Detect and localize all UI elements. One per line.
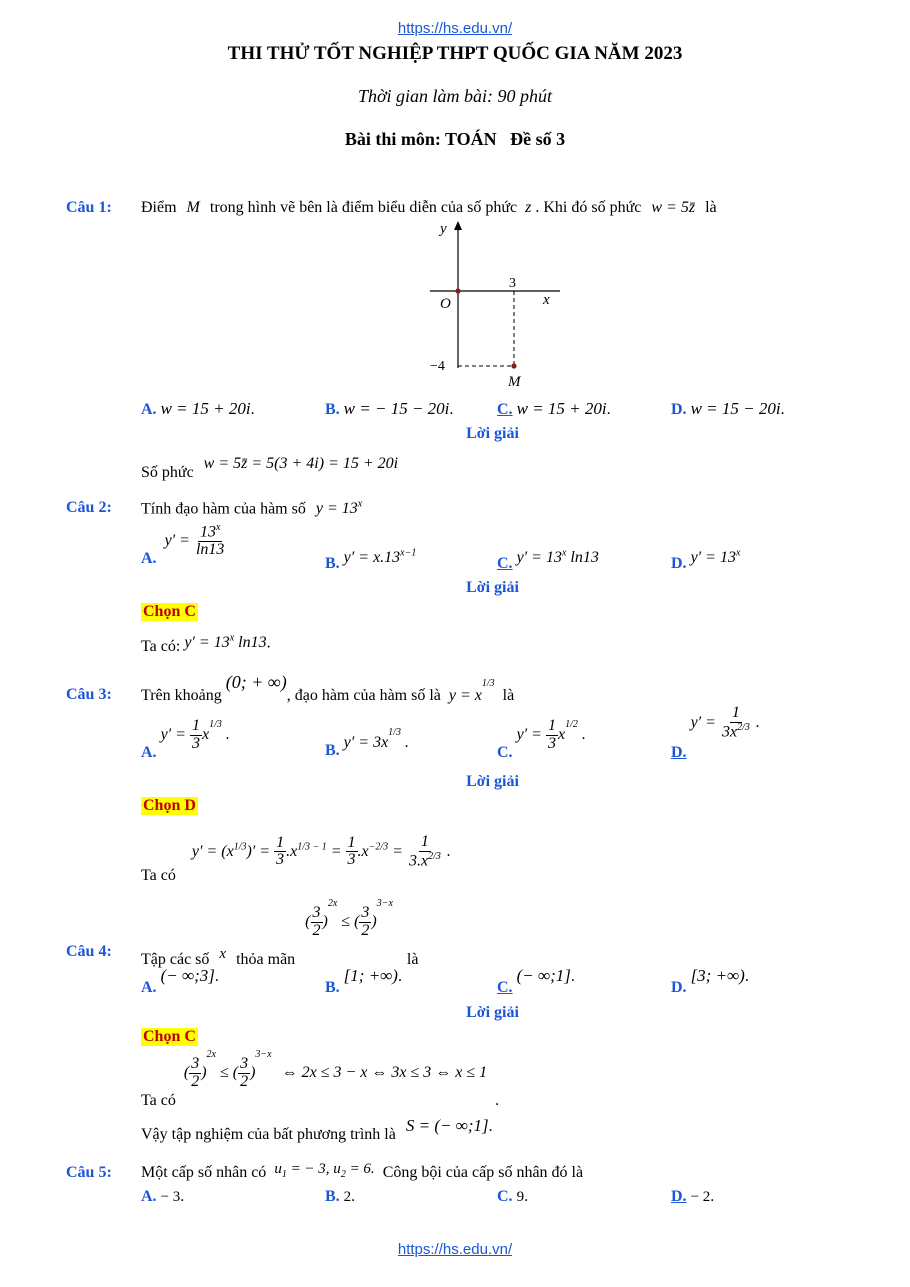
q3-math-interval: (0; + ∞) <box>225 672 287 692</box>
q1-number: Câu 1: <box>66 199 112 216</box>
q3-option-c-letter: C. <box>497 743 513 761</box>
q2-option-a-math: y′ = $\frac{13^x}{\ln 13}$ <box>164 522 225 559</box>
point-M-dot <box>511 363 516 368</box>
q2-text-1: Tính đạo hàm của hàm số <box>141 500 306 518</box>
q4-option-b-letter: B. <box>325 979 340 996</box>
q5-option-b-text: 2 <box>343 1189 352 1205</box>
q4-solution-2: Vậy tập nghiệm của bất phương trình là S = (− ∞;1]. <box>141 1116 493 1143</box>
q1-option-c[interactable]: C. w = 15 + 20i. <box>497 399 611 418</box>
q3-text-3: là <box>502 687 515 704</box>
q4-solution-ineq: ( $\frac{3}{2}$ )$^{2x}$ ≤ ( $\frac{3}{2}$ )$^{3-x}$ <box>183 1048 272 1090</box>
q3-option-c[interactable] <box>497 717 586 761</box>
q1-text-3: . Khi đó số phức <box>535 199 642 216</box>
q2-option-b-letter: B. <box>325 555 340 573</box>
q3-answer-badge: Chọn D <box>143 797 196 814</box>
q3-option-a[interactable] <box>141 717 230 761</box>
q4-solution-text: Ta có <box>141 1091 176 1109</box>
q3-option-b[interactable] <box>325 727 409 760</box>
q4-stem <box>141 897 419 968</box>
q1-option-a-letter: A. <box>141 401 157 418</box>
q3-text-1: Trên khoảng <box>141 687 222 704</box>
q1-option-d-letter: D. <box>671 401 687 418</box>
q3-option-a-math: y′ = $\frac{1}{3}$ $x^{1/3}$ . <box>160 717 230 752</box>
q3-solution-math: $y' = (x^{1/3})'$ = $\frac{1}{3}$ $.x^{1/3 - 1}$ = $\frac{1}{3}$ $.x^{-2/3}$ = $\frac{1}{3.x^{2/3}}$ . <box>191 833 451 870</box>
q2-option-a-letter: A. <box>141 549 157 567</box>
q2-solution-label: Lời giải <box>466 579 519 596</box>
origin-dot <box>455 288 460 293</box>
q1-math-M: M <box>186 199 200 216</box>
q4-solution-math: ⇔ 2x ≤ 3 − x ⇔ 3x ≤ 3 ⇔ x ≤ 1 <box>281 1063 488 1081</box>
q3-option-d[interactable] <box>671 704 760 761</box>
q1-text-1: Điểm <box>141 199 177 216</box>
q1-solution-label: Lời giải <box>466 425 519 442</box>
tick-label-3: 3 <box>509 276 516 291</box>
q5-text-1: Một cấp số nhân có <box>141 1164 267 1181</box>
q5-option-c[interactable]: C. 9. <box>497 1188 529 1205</box>
q4-solution: Ta có ( $\frac{3}{2}$ )$^{2x}$ ≤ ( $\frac{3}{2}$ )$^{3-x}$ ⇔ 2x ≤ 3 − x ⇔ 3x ≤ 3 ⇔ x ≤ 1 . <box>141 1048 500 1109</box>
q2-stem <box>141 499 362 518</box>
q4-option-b-text: [1; +∞) <box>343 966 398 985</box>
exam-title: THI THỬ TỐT NGHIỆP THPT QUỐC GIA NĂM 2023 <box>227 43 683 64</box>
q5-option-c-letter: C. <box>497 1188 513 1205</box>
tick-label-minus4: −4 <box>430 359 445 374</box>
q2-solution: Ta có: $y' = 13^x$ ln13. <box>141 633 271 656</box>
q2-answer-badge: Chọn C <box>143 603 196 620</box>
q5-option-c-text: 9 <box>516 1189 525 1205</box>
q4-option-d[interactable]: D. [3; +∞). <box>671 966 749 996</box>
top-link[interactable]: https://hs.edu.vn/ <box>397 20 513 37</box>
q1-option-d[interactable]: D. w = 15 − 20i. <box>671 399 785 418</box>
point-M-label: M <box>508 374 521 390</box>
q4-option-d-letter: D. <box>671 979 687 996</box>
q5-option-d-text: − 2 <box>690 1189 711 1205</box>
q5-math: $u_1$ = − 3, $u_2 = 6$. <box>274 1161 375 1180</box>
q3-solution-label: Lời giải <box>466 773 519 790</box>
q4-math-x: x <box>219 945 227 962</box>
q3-option-d-letter: D. <box>671 743 687 761</box>
q4-solution-2-text: Vậy tập nghiệm của bất phương trình là <box>141 1126 396 1143</box>
q3-option-a-letter: A. <box>141 743 157 761</box>
q2-option-c[interactable] <box>497 548 599 573</box>
q4-math-ineq: ( $\frac{3}{2}$ )$^{2x}$ ≤ ( $\frac{3}{2}$ )$^{3-x}$ <box>305 897 393 939</box>
q4-text-1: Tập các số <box>141 950 210 968</box>
q1-option-b-letter: B. <box>325 401 340 418</box>
q1-math-w: w = 5z̄ <box>651 199 696 216</box>
q5-option-a[interactable]: A. − 3. <box>141 1188 185 1205</box>
q4-solution-2-math: S = (− ∞;1] <box>405 1116 489 1135</box>
q4-answer-badge: Chọn C <box>143 1028 196 1045</box>
q3-number: Câu 3: <box>66 686 112 703</box>
q1-option-c-text: w = 15 + 20i <box>516 399 607 418</box>
q1-math-z: z <box>525 199 532 216</box>
q3-option-c-math: y′ = $\frac{1}{3}$ $x^{1/2}$ . <box>516 717 586 752</box>
q1-option-a-text: w = 15 + 20i <box>160 399 251 418</box>
exam-subject: Bài thi môn: TOÁN Đề số 3 <box>344 129 566 149</box>
q4-option-a[interactable]: A. (− ∞;3]. <box>141 966 219 996</box>
q3-solution <box>141 833 451 884</box>
q1-solution-text: Số phức <box>141 464 194 481</box>
q3-text-2: , đạo hàm của hàm số là <box>286 687 441 704</box>
q2-option-d-letter: D. <box>671 555 687 573</box>
q1-solution-math: w = 5z̄ = 5(3 + 4i) = 15 + 20i <box>203 455 399 472</box>
origin-label: O <box>440 296 451 312</box>
q5-option-a-text: − 3 <box>160 1189 181 1205</box>
q5-stem <box>141 1160 583 1180</box>
q4-text-2: thỏa mãn <box>236 950 296 968</box>
q5-option-b[interactable]: B. 2. <box>325 1188 356 1205</box>
q1-option-b[interactable]: B. w = − 15 − 20i. <box>325 399 454 418</box>
q2-option-a[interactable] <box>141 522 226 567</box>
q4-option-c[interactable]: C. (− ∞;1]. <box>497 966 575 996</box>
q3-option-b-math: $y' = 3x^{1/3}$ . <box>343 727 409 752</box>
q1-option-c-letter: C. <box>497 401 513 418</box>
y-axis-label: y <box>440 221 447 237</box>
q1-option-b-text: w = − 15 − 20i <box>343 399 450 418</box>
q2-math-y: $y = 13^x$ <box>315 499 363 518</box>
q1-coordinate-figure <box>420 218 570 390</box>
q5-text-2: Công bội của cấp số nhân đó là <box>382 1164 584 1181</box>
q1-option-d-text: w = 15 − 20i <box>690 399 781 418</box>
q3-solution-text: Ta có <box>141 866 176 884</box>
q4-option-a-text: (− ∞;3] <box>160 966 215 985</box>
bottom-link[interactable]: https://hs.edu.vn/ <box>397 1241 513 1258</box>
q3-math-func: $y = x^{1/3}$ <box>448 677 495 704</box>
q1-option-a[interactable]: A. w = 15 + 20i. <box>141 399 255 418</box>
q2-solution-math: $y' = 13^x$ ln13 <box>184 633 267 652</box>
q4-option-b[interactable]: B. [1; +∞). <box>325 966 402 996</box>
q4-option-d-text: [3; +∞) <box>690 966 745 985</box>
q2-number: Câu 2: <box>66 499 112 516</box>
q2-option-d-math: $y' = 13^x$ <box>690 548 741 567</box>
q4-option-c-text: (− ∞;1] <box>516 966 571 985</box>
q5-option-d-letter: D. <box>671 1188 687 1205</box>
q1-text-4: là <box>705 199 717 216</box>
q5-option-b-letter: B. <box>325 1188 340 1205</box>
q2-option-c-letter: C. <box>497 555 513 573</box>
q4-option-c-letter: C. <box>497 979 513 996</box>
q2-option-b[interactable] <box>325 548 417 573</box>
q1-text-2: trong hình vẽ bên là điểm biểu diễn của số phức <box>209 199 518 216</box>
q4-solution-label: Lời giải <box>466 1004 519 1021</box>
q2-solution-text: Ta có: <box>141 638 181 656</box>
q1-solution <box>141 455 399 481</box>
q1-stem <box>141 199 717 217</box>
q5-option-d[interactable]: D. − 2. <box>671 1188 715 1205</box>
q3-stem <box>141 672 515 704</box>
q2-option-d[interactable] <box>671 548 741 573</box>
q3-option-d-math: y′ = $\frac{1}{3x^{2/3}}$ . <box>690 704 760 741</box>
x-axis-label: x <box>543 292 550 308</box>
q2-option-b-math: $y' = x.13^{x-1}$ <box>343 548 417 567</box>
exam-time: Thời gian làm bài: 90 phút <box>357 86 553 106</box>
q2-option-c-math: $y' = 13^x$ ln13 <box>516 548 599 567</box>
y-axis-arrow <box>454 221 462 230</box>
q3-option-b-letter: B. <box>325 742 340 760</box>
q4-number: Câu 4: <box>66 943 112 960</box>
q5-option-a-letter: A. <box>141 1188 157 1205</box>
q4-option-a-letter: A. <box>141 979 157 996</box>
q5-number: Câu 5: <box>66 1164 112 1181</box>
q4-text-3: là <box>406 950 419 968</box>
